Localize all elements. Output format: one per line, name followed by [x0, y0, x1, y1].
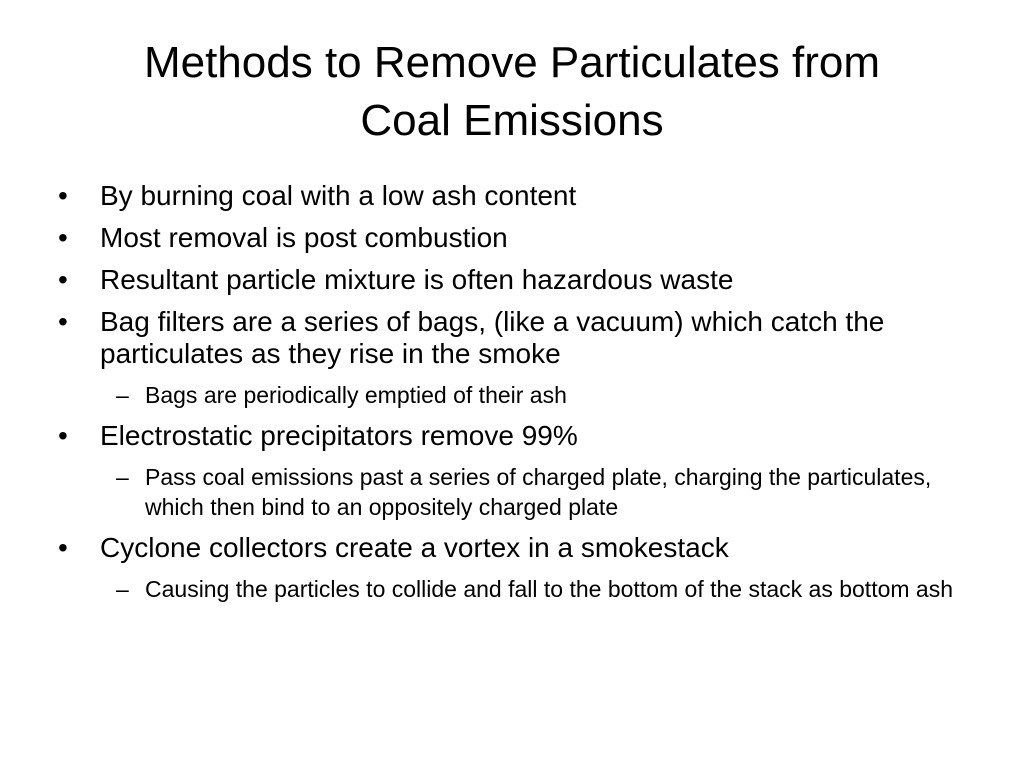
- sub-bullet-item: [100, 380, 956, 410]
- bullet-text: By burning coal with a low ash content: [100, 180, 577, 211]
- slide-title-line-2: Coal Emissions: [360, 96, 664, 145]
- bullet-text: Bag filters are a series of bags, (like a vacuum) which catch the particulates as they rise in the smoke: [100, 306, 885, 369]
- bullet-icon: •: [58, 180, 68, 211]
- bullet-icon: •: [58, 532, 68, 563]
- bullet-text: Most removal is post combustion: [100, 222, 508, 253]
- sub-bullet-list: [100, 462, 956, 522]
- bullet-icon: •: [58, 222, 68, 253]
- bullet-icon: •: [58, 264, 68, 295]
- bullet-item: [56, 222, 956, 254]
- bullet-text: Electrostatic precipitators remove 99%: [100, 420, 578, 451]
- bullet-item: [56, 306, 956, 410]
- bullet-item: [56, 532, 956, 604]
- bullet-item: [56, 180, 956, 212]
- slide-title-line-1: Methods to Remove Particulates from: [143, 38, 881, 87]
- bullet-icon: •: [58, 420, 68, 451]
- slide-title: [40, 34, 984, 150]
- bullet-icon: •: [58, 306, 68, 337]
- bullet-item: [56, 264, 956, 296]
- bullet-text: Cyclone collectors create a vortex in a smokestack: [100, 532, 729, 563]
- sub-bullet-text: Bags are periodically emptied of their ash: [145, 382, 567, 408]
- bullet-list: [56, 180, 956, 614]
- bullet-text: Resultant particle mixture is often hazardous waste: [100, 264, 734, 295]
- dash-icon: –: [116, 382, 129, 408]
- sub-bullet-list: [100, 574, 956, 604]
- sub-bullet-text: Pass coal emissions past a series of charged plate, charging the particulates, which then bind to an oppositely charged plate: [145, 464, 932, 520]
- bullet-item: [56, 420, 956, 522]
- dash-icon: –: [116, 464, 129, 490]
- sub-bullet-item: [100, 462, 956, 522]
- dash-icon: –: [116, 576, 129, 602]
- sub-bullet-text: Causing the particles to collide and fall to the bottom of the stack as bottom ash: [145, 576, 954, 602]
- sub-bullet-list: [100, 380, 956, 410]
- sub-bullet-item: [100, 574, 956, 604]
